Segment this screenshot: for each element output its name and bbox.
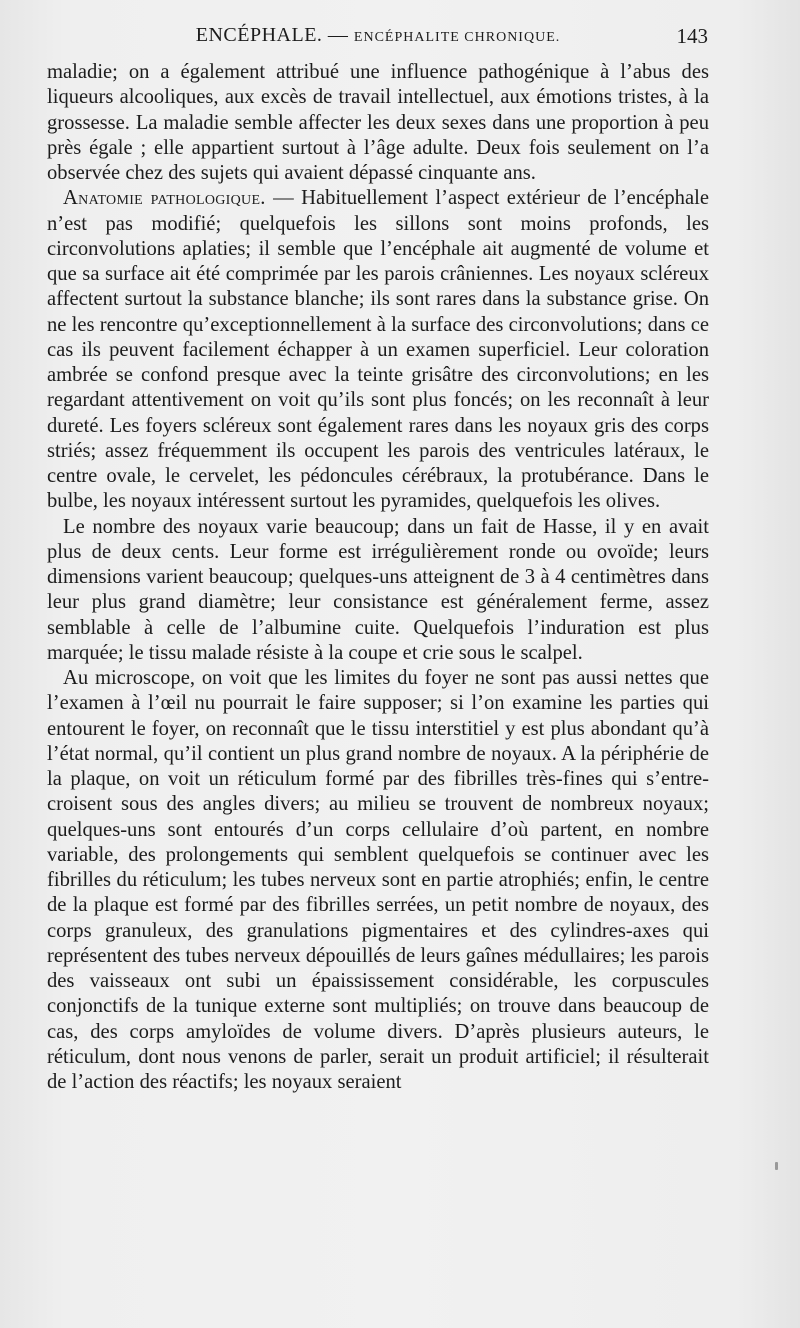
paragraph-4 [47,666,709,1095]
section-heading-anatomie: Anatomie pathologique. [63,187,266,210]
running-title [48,24,708,47]
body-text [47,60,709,1095]
running-header [48,24,708,54]
paragraph-text: Le nombre des noyaux varie beaucoup; dans un fait de Hasse, il y en avait plus de deux cents. Leur forme est irrégulièrement ronde ou ovoïde; leurs dimensions varient beaucoup; quelques-uns atteignent de 3 à 4 centimètres dans leur plus grand diamètre; leur consistance est généralement ferme, assez semblable à celle de l’albumine cuite. Quelquefois l’induration est plus marquée; le tissu malade résiste à la coupe et crie sous le scalpel. [47,515,709,664]
paragraph-text: Au microscope, on voit que les limites du foyer ne sont pas aussi nettes que l’examen à l’œil nu pourrait le faire supposer; si l’on examine les parties qui entourent le foyer, on reconnaît que le tissu interstitiel y est plus abondant qu’à l’état normal, qu’il contient un plus grand nombre de noyaux. A la périphérie de la plaque, on voit un réticulum formé par des fibrilles très-fines qui s’entre-croisent sous des angles divers; au milieu se trouvent de nombreux noyaux; quelques-uns sont entourés d’un corps cellulaire d’où partent, en nombre variable, des prolongements qui semblent quelquefois se continuer avec les fibrilles du réticulum; les tubes nerveux sont en partie atrophiés; enfin, le centre de la plaque est formé par des fibrilles serrées, un petit nombre de noyaux, des corps granuleux, des granulations pigmentaires et des cylindres-axes qui représentent des tubes nerveux dépouillés de leurs gaînes médullaires; les parois des vaisseaux ont subi un épaississement considérable, les corpuscules conjonctifs de la tunique externe sont multipliés; on trouve dans beaucoup de cas, des corps amyloïdes de volume divers. D’après plusieurs auteurs, le réticulum, dont nous venons de parler, serait un produit artificiel; il résulterait de l’action des réactifs; les noyaux seraient [47,667,709,1093]
paragraph-text: maladie; on a également attribué une influence pathogénique à l’abus des liqueurs alcooliques, aux excès de travail intellectuel, aux émotions tristes, à la grossesse. La maladie semble affecter les deux sexes dans une proportion à peu près égale ; elle appartient surtout à l’âge adulte. Deux fois seulement on l’a observée chez des sujets qui avaient dépassé cinquante ans. [47,61,709,184]
page-edge-mark [775,1162,778,1170]
paragraph-2 [47,186,709,514]
paragraph-1 [47,60,709,186]
paragraph-3 [47,515,709,667]
paragraph-text: — Habituellement l’aspect extérieur de l’encéphale n’est pas modifié; quelquefois les sillons sont moins profonds, les circonvolutions aplaties; il semble que l’encéphale ait augmenté de volume et que sa surface ait été comprimée par les parois crâniennes. Les noyaux scléreux affectent surtout la substance blanche; ils sont rares dans la substance grise. On ne les rencontre qu’exceptionnellement à la surface des circonvolutions; dans ce cas ils peuvent facilement échapper à un examen superficiel. Leur coloration ambrée se confond presque avec la teinte grisâtre des circonvolutions; en les regardant attentivement on voit qu’ils sont plus foncés; on les reconnaît à leur dureté. Les foyers scléreux sont également rares dans les noyaux gris des corps striés; assez fréquemment ils occupent les parois des ventricules latéraux, le centre ovale, le cervelet, les pédoncules cérébraux, la protubérance. Dans le bulbe, les noyaux intéressent surtout les pyramides, quelquefois les olives. [47,187,709,513]
page-number: 143 [676,24,708,48]
running-title-sub: ENCÉPHALITE CHRONIQUE. [353,30,561,45]
running-title-dash: — [322,24,354,46]
running-title-main: ENCÉPHALE. [195,24,323,46]
